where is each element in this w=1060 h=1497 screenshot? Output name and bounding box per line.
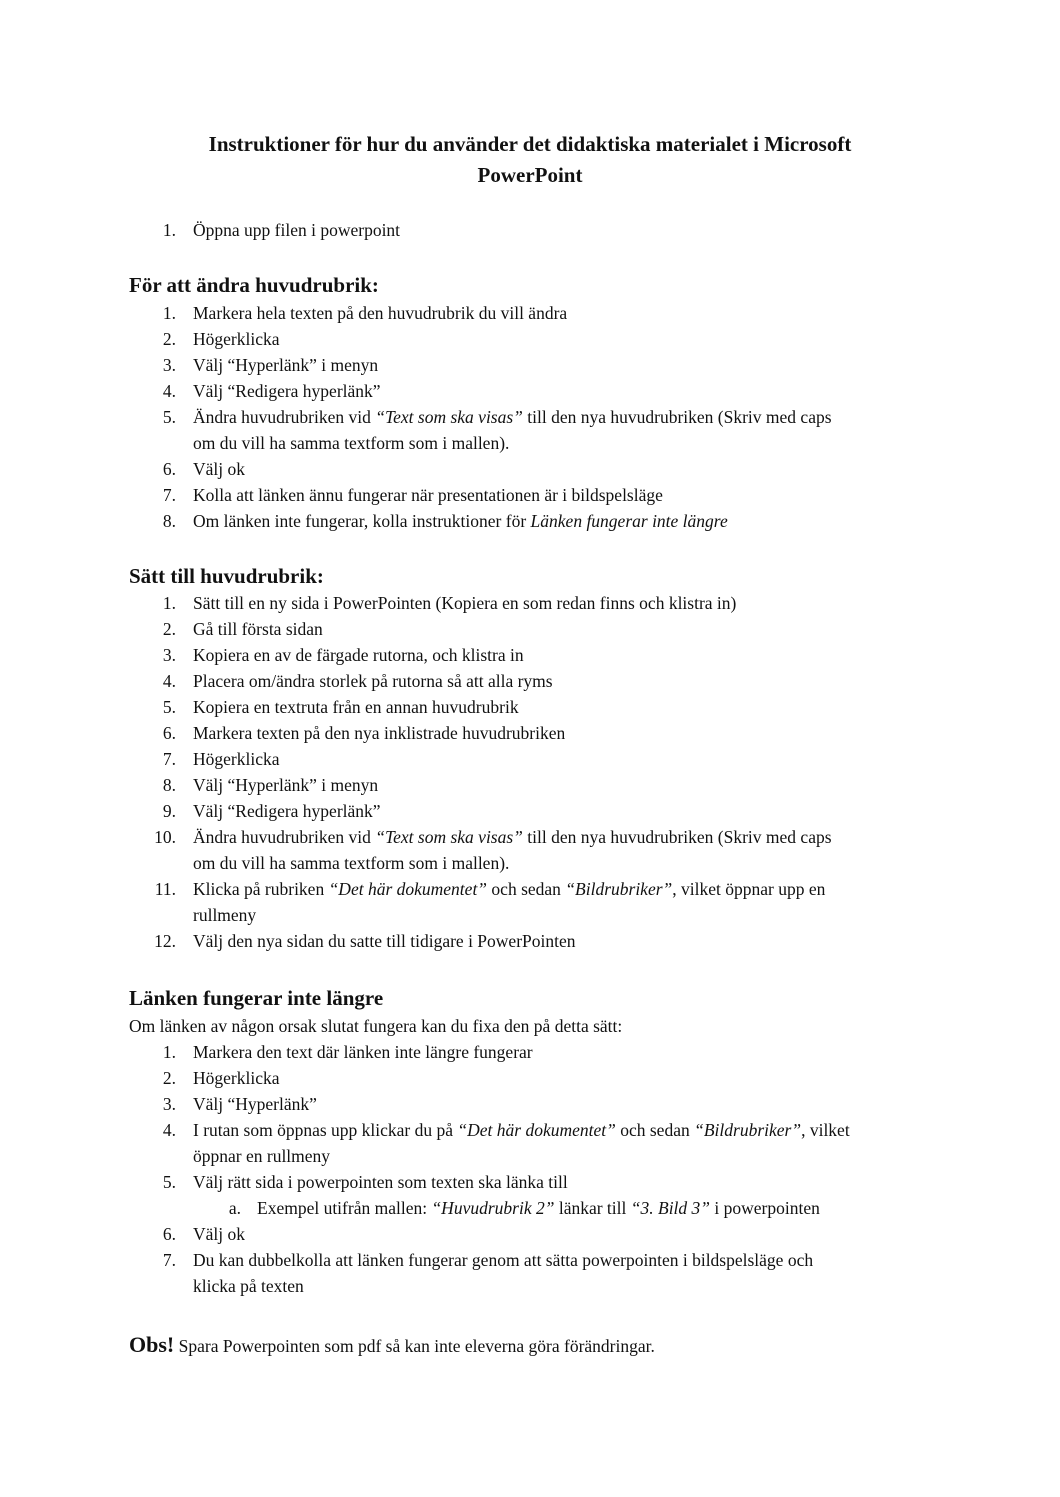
list-number: 2. <box>162 1068 176 1088</box>
list-number: 9. <box>162 801 176 821</box>
document-title-line-2: PowerPoint <box>477 163 583 187</box>
list-number: 4. <box>162 671 176 691</box>
note-label: Obs! <box>129 1332 175 1357</box>
list-number: 12. <box>154 931 176 951</box>
list-text: Kopiera en textruta från en annan huvudrubrik <box>193 697 519 717</box>
section-heading-link-broken: Länken fungerar inte längre <box>129 986 384 1010</box>
list-number: 1. <box>162 593 176 613</box>
list-text: Välj “Redigera hyperlänk” <box>193 801 381 821</box>
list-number: 3. <box>162 355 176 375</box>
list-text: Välj “Hyperlänk” <box>193 1094 317 1114</box>
sublist-letter: a. <box>228 1198 241 1218</box>
list-number: 1. <box>162 220 176 240</box>
list-number: 4. <box>162 381 176 401</box>
list-text: Ändra huvudrubriken vid “Text som ska visas” till den nya huvudrubriken (Skriv med caps <box>193 827 832 847</box>
section-heading-change-main-heading: För att ändra huvudrubrik: <box>129 273 379 297</box>
list-number: 6. <box>162 1224 176 1244</box>
list-text: om du vill ha samma textform som i mallen). <box>193 853 510 873</box>
list-text: Ändra huvudrubriken vid “Text som ska visas” till den nya huvudrubriken (Skriv med caps <box>193 407 832 427</box>
list-text: Gå till första sidan <box>193 619 323 639</box>
note-text: Spara Powerpointen som pdf så kan inte eleverna göra förändringar. <box>174 1336 655 1356</box>
list-text: Högerklicka <box>193 749 280 769</box>
list-text: Välj ok <box>193 1224 246 1244</box>
list-number: 5. <box>162 697 176 717</box>
list-number: 7. <box>162 485 176 505</box>
list-text: Du kan dubbelkolla att länken fungerar genom att sätta powerpointen i bildspelsläge och <box>193 1250 814 1270</box>
list-number: 1. <box>162 303 176 323</box>
list-text: Placera om/ändra storlek på rutorna så att alla ryms <box>193 671 553 691</box>
list-text: Välj den nya sidan du satte till tidigare i PowerPointen <box>193 931 576 951</box>
list-text: Kopiera en av de färgade rutorna, och klistra in <box>193 645 524 665</box>
list-text: Om länken inte fungerar, kolla instruktioner för Länken fungerar inte längre <box>193 511 728 531</box>
list-text: Välj “Hyperlänk” i menyn <box>193 775 379 795</box>
list-number: 3. <box>162 645 176 665</box>
list-number: 5. <box>162 1172 176 1192</box>
list-text: om du vill ha samma textform som i mallen). <box>193 433 510 453</box>
paragraph-text: Om länken av någon orsak slutat fungera kan du fixa den på detta sätt: <box>129 1016 623 1036</box>
list-number: 5. <box>162 407 176 427</box>
list-number: 1. <box>162 1042 176 1062</box>
sublist-text: Exempel utifrån mallen: “Huvudrubrik 2” länkar till “3. Bild 3” i powerpointen <box>257 1198 820 1218</box>
list-number: 4. <box>162 1120 176 1140</box>
list-text: Kolla att länken ännu fungerar när presentationen är i bildspelsläge <box>193 485 663 505</box>
list-number: 7. <box>162 749 176 769</box>
document-title-line-1: Instruktioner för hur du använder det didaktiska materialet i Microsoft <box>208 132 852 156</box>
list-text: I rutan som öppnas upp klickar du på “Det här dokumentet” och sedan “Bildrubriker”, vilket <box>193 1120 850 1140</box>
list-text: Högerklicka <box>193 1068 280 1088</box>
list-text: Välj rätt sida i powerpointen som texten ska länka till <box>193 1172 568 1192</box>
list-text: Välj “Hyperlänk” i menyn <box>193 355 379 375</box>
list-number: 6. <box>162 723 176 743</box>
list-text: Välj ok <box>193 459 246 479</box>
list-text: Markera den text där länken inte längre fungerar <box>193 1042 533 1062</box>
list-text: klicka på texten <box>193 1276 304 1296</box>
list-text: öppnar en rullmeny <box>193 1146 331 1166</box>
list-number: 3. <box>162 1094 176 1114</box>
list-number: 10. <box>154 827 176 847</box>
list-text: Sätt till en ny sida i PowerPointen (Kopiera en som redan finns och klistra in) <box>193 593 737 613</box>
list-text: Högerklicka <box>193 329 280 349</box>
list-number: 6. <box>162 459 176 479</box>
list-text: Klicka på rubriken “Det här dokumentet” och sedan “Bildrubriker”, vilket öppnar upp en <box>193 879 826 899</box>
list-text: Öppna upp filen i powerpoint <box>193 220 401 240</box>
list-text: Markera texten på den nya inklistrade huvudrubriken <box>193 723 566 743</box>
list-number: 11. <box>154 879 176 899</box>
list-number: 8. <box>162 775 176 795</box>
list-number: 2. <box>162 329 176 349</box>
list-text: Välj “Redigera hyperlänk” <box>193 381 381 401</box>
section-heading-add-main-heading: Sätt till huvudrubrik: <box>129 564 324 588</box>
list-number: 2. <box>162 619 176 639</box>
list-number: 7. <box>162 1250 176 1270</box>
note <box>129 1330 655 1361</box>
list-number: 8. <box>162 511 176 531</box>
list-text: Markera hela texten på den huvudrubrik du vill ändra <box>193 303 568 323</box>
list-text: rullmeny <box>193 905 257 925</box>
